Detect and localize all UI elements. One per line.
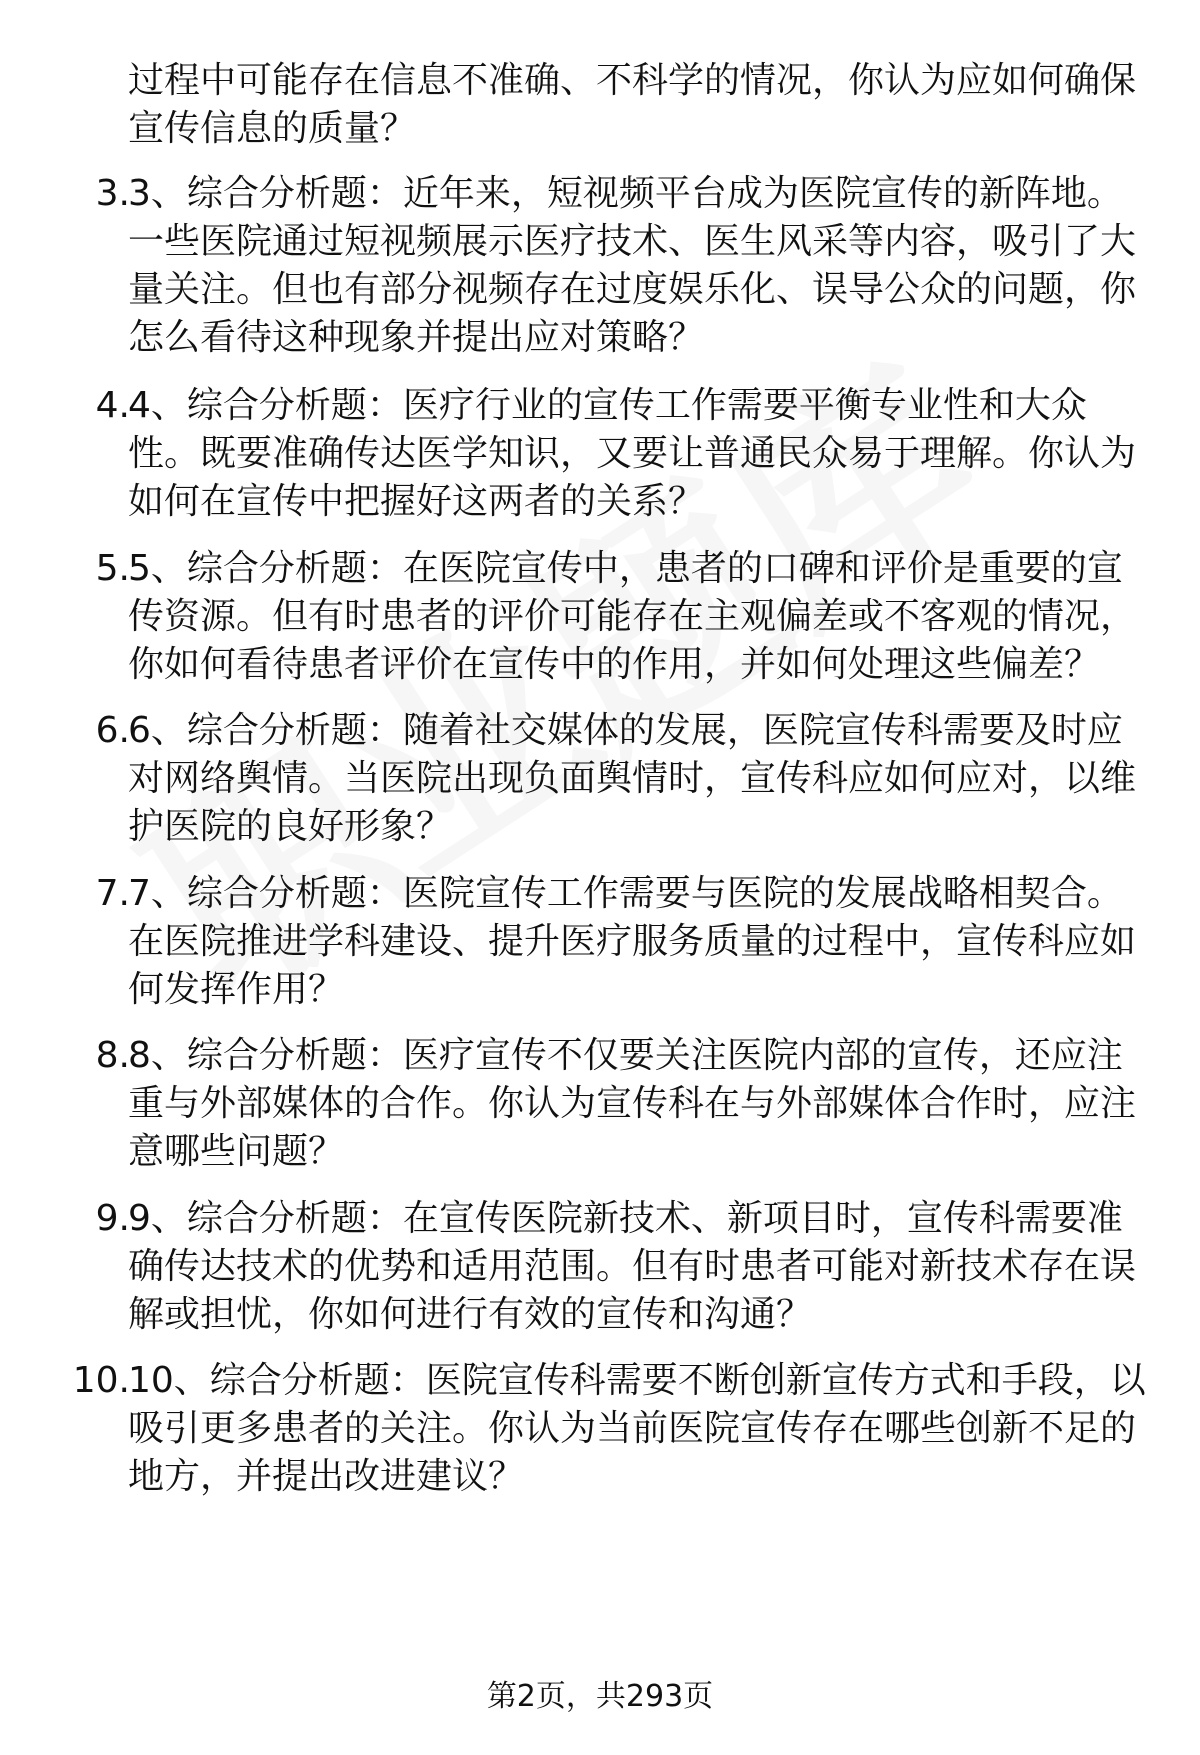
question-text: 8、综合分析题：医疗宣传不仅要关注医院内部的宣传，还应注重与外部媒体的合作。你认为宣传科在与外部媒体合作时，应注意哪些问题？ bbox=[128, 1035, 1137, 1172]
question-item-4 bbox=[0, 382, 1200, 542]
question-item-7 bbox=[0, 870, 1200, 1030]
question-text: 3、综合分析题：近年来，短视频平台成为医院宣传的新阵地。一些医院通过短视频展示医疗技术、医生风采等内容，吸引了大量关注。但也有部分视频存在过度娱乐化、误导公众的问题，你怎么看待这种现象并提出应对策略？ bbox=[128, 173, 1137, 358]
question-text: 6、综合分析题：随着社交媒体的发展，医院宣传科需要及时应对网络舆情。当医院出现负面舆情时，宣传科应如何应对，以维护医院的良好形象？ bbox=[128, 710, 1137, 847]
question-item-8 bbox=[0, 1032, 1200, 1192]
question-continuation-text: 过程中可能存在信息不准确、不科学的情况，你认为应如何确保宣传信息的质量？ bbox=[128, 60, 1137, 149]
question-item-3 bbox=[0, 170, 1200, 358]
question-item-5 bbox=[0, 545, 1200, 705]
question-number: 10. bbox=[72, 1360, 130, 1401]
question-text: 9、综合分析题：在宣传医院新技术、新项目时，宣传科需要准确传达技术的优势和适用范围。但有时患者可能对新技术存在误解或担忧，你如何进行有效的宣传和沟通？ bbox=[128, 1198, 1137, 1335]
question-number: 8. bbox=[95, 1035, 130, 1076]
question-item-10 bbox=[0, 1357, 1200, 1517]
question-text: 7、综合分析题：医院宣传工作需要与医院的发展战略相契合。在医院推进学科建设、提升医疗服务质量的过程中，宣传科应如何发挥作用？ bbox=[128, 873, 1137, 1010]
question-item-9 bbox=[0, 1195, 1200, 1355]
question-number: 3. bbox=[95, 173, 130, 214]
question-text: 5、综合分析题：在医院宣传中，患者的口碑和评价是重要的宣传资源。但有时患者的评价可能存在主观偏差或不客观的情况，你如何看待患者评价在宣传中的作用，并如何处理这些偏差？ bbox=[128, 548, 1137, 685]
question-number: 6. bbox=[95, 710, 130, 751]
question-number: 5. bbox=[95, 548, 130, 589]
question-item-6 bbox=[0, 707, 1200, 867]
question-text: 10、综合分析题：医院宣传科需要不断创新宣传方式和手段，以吸引更多患者的关注。你认为当前医院宣传存在哪些创新不足的地方，并提出改进建议？ bbox=[128, 1360, 1146, 1497]
question-number: 7. bbox=[95, 873, 130, 914]
question-number: 9. bbox=[95, 1198, 130, 1239]
question-number: 4. bbox=[95, 385, 130, 426]
question-text: 4、综合分析题：医疗行业的宣传工作需要平衡专业性和大众性。既要准确传达医学知识，又要让普通民众易于理解。你认为如何在宣传中把握好这两者的关系？ bbox=[128, 385, 1137, 522]
page-footer: 第2页，共293页 bbox=[486, 1679, 714, 1714]
